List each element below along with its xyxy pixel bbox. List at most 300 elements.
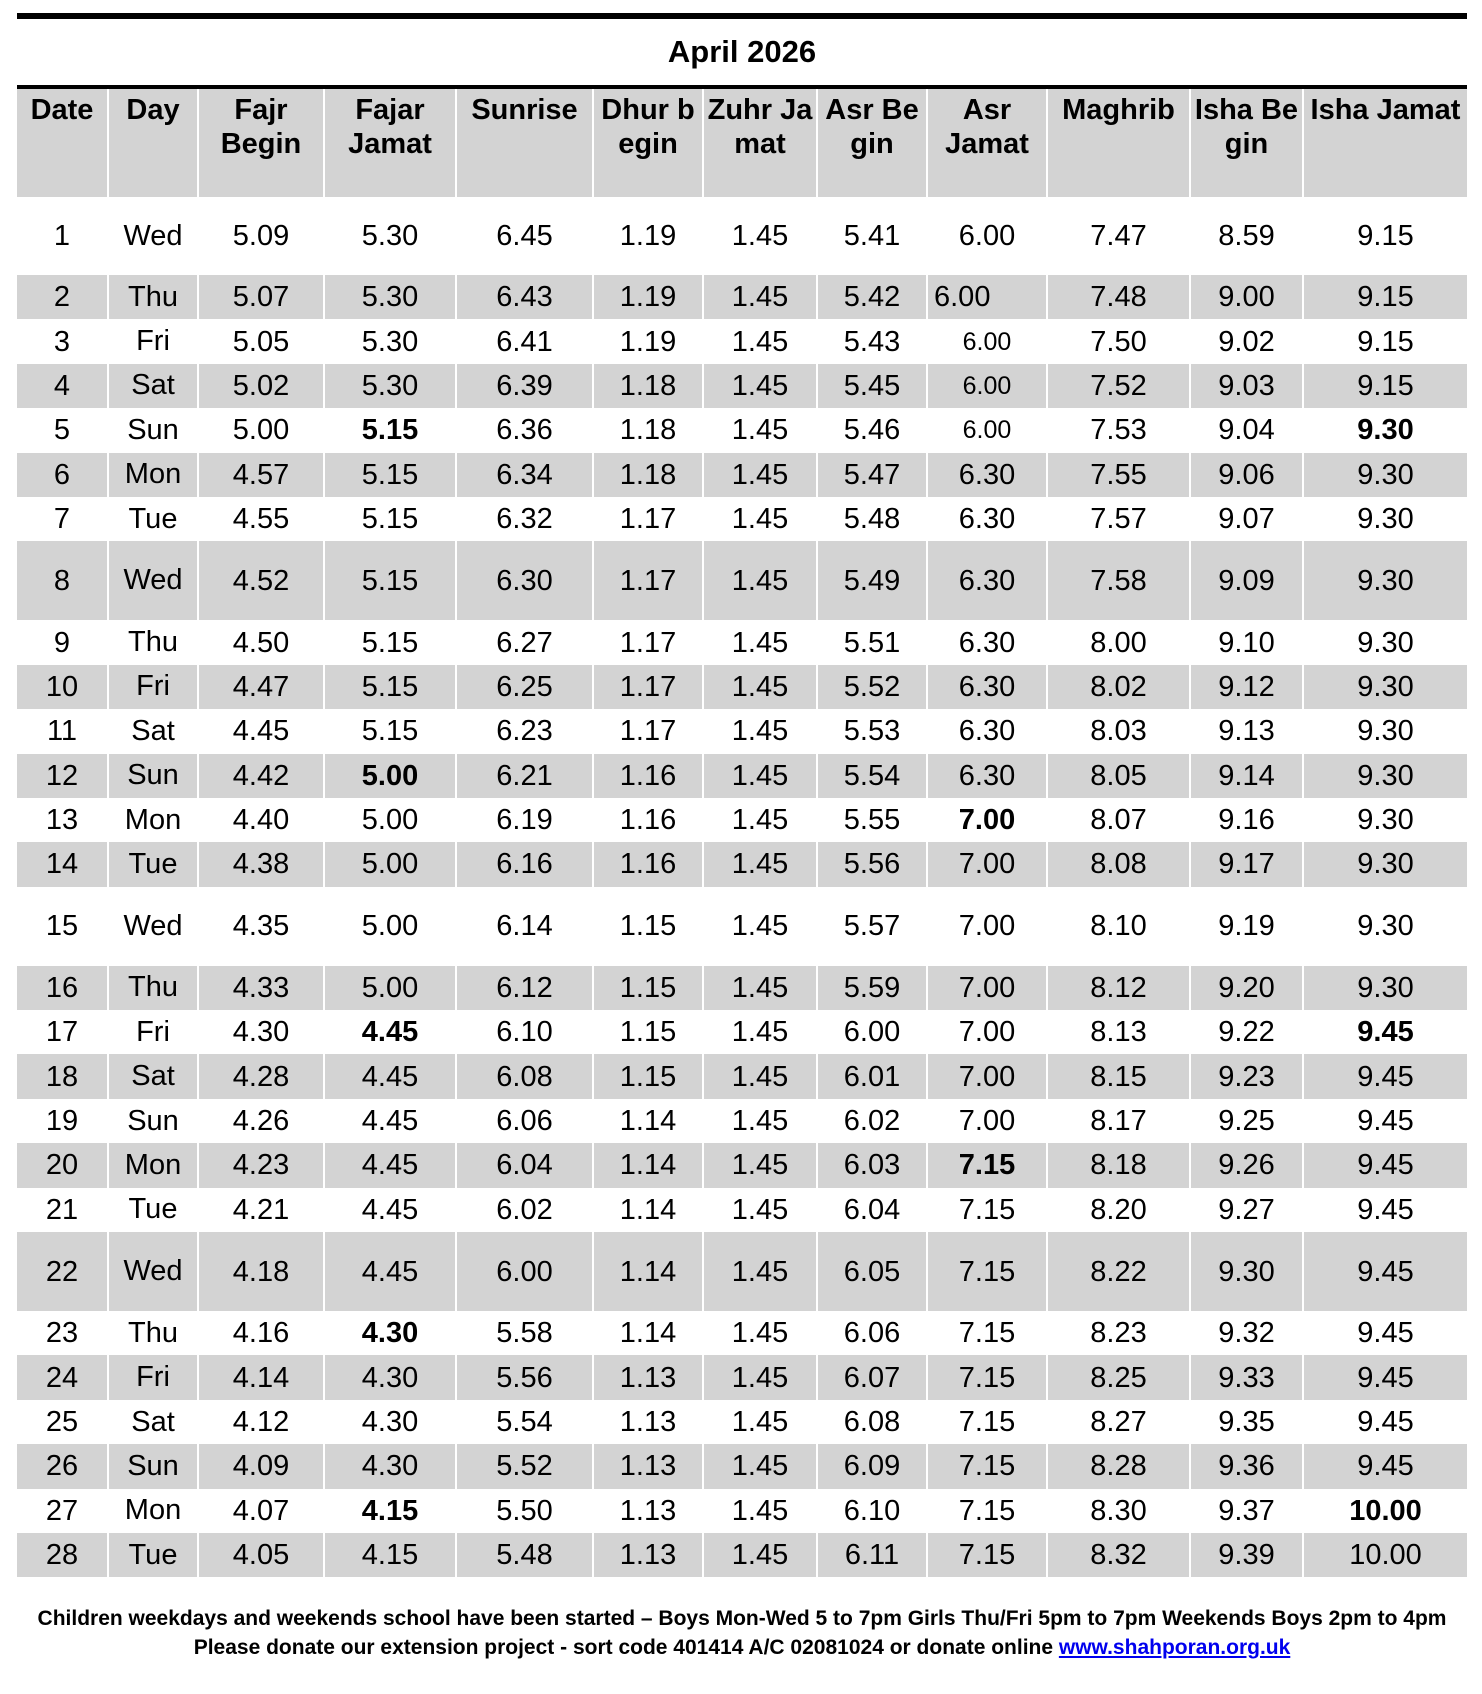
cell-fajar-jamat: 4.30 bbox=[324, 1400, 456, 1444]
cell-maghrib: 7.57 bbox=[1047, 497, 1190, 541]
cell-dhur-begin: 1.13 bbox=[593, 1444, 703, 1488]
cell-fajar-jamat: 4.45 bbox=[324, 1010, 456, 1054]
cell-isha-jamat: 9.30 bbox=[1303, 754, 1467, 798]
cell-fajr-begin: 4.35 bbox=[198, 887, 324, 966]
cell-zuhr-jamat: 1.45 bbox=[703, 1143, 817, 1187]
cell-asr-jamat: 7.00 bbox=[927, 887, 1047, 966]
cell-asr-jamat: 6.30 bbox=[927, 754, 1047, 798]
cell-sunrise: 6.04 bbox=[456, 1143, 593, 1187]
cell-maghrib: 8.08 bbox=[1047, 842, 1190, 886]
table-body bbox=[17, 197, 1467, 1577]
cell-fajar-jamat: 5.30 bbox=[324, 364, 456, 408]
cell-asr-jamat: 6.00 bbox=[927, 319, 1047, 363]
cell-date: 13 bbox=[17, 798, 108, 842]
cell-fajr-begin: 4.55 bbox=[198, 497, 324, 541]
cell-maghrib: 8.13 bbox=[1047, 1010, 1190, 1054]
cell-dhur-begin: 1.15 bbox=[593, 966, 703, 1010]
cell-sunrise: 6.36 bbox=[456, 408, 593, 452]
cell-isha-jamat: 9.45 bbox=[1303, 1143, 1467, 1187]
cell-dhur-begin: 1.17 bbox=[593, 665, 703, 709]
cell-dhur-begin: 1.16 bbox=[593, 754, 703, 798]
cell-fajar-jamat: 5.30 bbox=[324, 275, 456, 319]
cell-fajr-begin: 4.50 bbox=[198, 620, 324, 664]
cell-asr-begin: 5.54 bbox=[817, 754, 927, 798]
cell-isha-begin: 9.19 bbox=[1190, 887, 1303, 966]
cell-date: 14 bbox=[17, 842, 108, 886]
cell-zuhr-jamat: 1.45 bbox=[703, 1444, 817, 1488]
cell-sunrise: 6.43 bbox=[456, 275, 593, 319]
cell-isha-jamat: 9.15 bbox=[1357, 325, 1414, 358]
prayer-times-table bbox=[17, 89, 1467, 1577]
cell-maghrib: 8.25 bbox=[1047, 1355, 1190, 1399]
cell-isha-begin: 9.00 bbox=[1190, 275, 1303, 319]
cell-fajar-jamat: 5.30 bbox=[324, 319, 456, 363]
cell-maghrib: 8.27 bbox=[1047, 1400, 1190, 1444]
cell-zuhr-jamat: 1.45 bbox=[703, 541, 817, 620]
cell-day: Sat bbox=[108, 709, 198, 753]
cell-isha-begin: 9.09 bbox=[1190, 541, 1303, 620]
cell-zuhr-jamat: 1.45 bbox=[703, 1489, 817, 1533]
cell-asr-jamat: 6.00 bbox=[927, 275, 1047, 319]
cell-asr-begin: 6.04 bbox=[817, 1188, 927, 1232]
cell-zuhr-jamat: 1.45 bbox=[703, 453, 817, 497]
cell-sunrise: 6.25 bbox=[456, 665, 593, 709]
cell-maghrib: 8.20 bbox=[1047, 1188, 1190, 1232]
table-row bbox=[17, 275, 1467, 319]
cell-sunrise: 5.56 bbox=[456, 1355, 593, 1399]
cell-fajr-begin: 5.02 bbox=[198, 364, 324, 408]
cell-sunrise: 6.39 bbox=[456, 364, 593, 408]
cell-sunrise: 5.52 bbox=[456, 1444, 593, 1488]
cell-asr-jamat: 6.30 bbox=[927, 665, 1047, 709]
cell-zuhr-jamat: 1.45 bbox=[703, 665, 817, 709]
cell-maghrib: 8.12 bbox=[1047, 966, 1190, 1010]
cell-isha-jamat: 10.00 bbox=[1349, 1494, 1422, 1527]
cell-fajar-jamat: 4.15 bbox=[324, 1489, 456, 1533]
cell-sunrise: 6.34 bbox=[456, 453, 593, 497]
cell-isha-begin: 9.04 bbox=[1190, 408, 1303, 452]
cell-zuhr-jamat: 1.45 bbox=[703, 197, 817, 275]
cell-day: Sun bbox=[108, 1099, 198, 1143]
cell-sunrise: 6.08 bbox=[456, 1054, 593, 1098]
cell-dhur-begin: 1.17 bbox=[593, 497, 703, 541]
cell-date: 7 bbox=[17, 497, 108, 541]
cell-fajr-begin: 4.33 bbox=[198, 966, 324, 1010]
cell-fajar-jamat: 4.15 bbox=[324, 1533, 456, 1577]
cell-fajr-begin: 4.28 bbox=[198, 1054, 324, 1098]
table-row bbox=[17, 1143, 1467, 1187]
cell-maghrib: 7.58 bbox=[1047, 541, 1190, 620]
cell-fajr-begin: 4.09 bbox=[198, 1444, 324, 1488]
table-row bbox=[17, 665, 1467, 709]
cell-dhur-begin: 1.13 bbox=[593, 1489, 703, 1533]
cell-dhur-begin: 1.16 bbox=[593, 798, 703, 842]
cell-date: 9 bbox=[17, 620, 108, 664]
cell-isha-jamat: 9.30 bbox=[1357, 804, 1414, 837]
table-row bbox=[17, 1311, 1467, 1355]
cell-asr-jamat: 7.15 bbox=[927, 1355, 1047, 1399]
cell-zuhr-jamat: 1.45 bbox=[703, 798, 817, 842]
cell-isha-jamat: 9.45 bbox=[1303, 1054, 1467, 1098]
cell-date: 15 bbox=[17, 887, 108, 966]
cell-isha-jamat: 9.30 bbox=[1357, 715, 1414, 748]
cell-fajar-jamat: 4.30 bbox=[324, 1444, 456, 1488]
cell-maghrib: 8.07 bbox=[1047, 798, 1190, 842]
cell-asr-begin: 5.53 bbox=[817, 709, 927, 753]
cell-isha-begin: 9.26 bbox=[1190, 1143, 1303, 1187]
cell-fajar-jamat: 4.45 bbox=[324, 1099, 456, 1143]
cell-isha-jamat: 9.30 bbox=[1303, 453, 1467, 497]
cell-asr-begin: 5.57 bbox=[817, 887, 927, 966]
cell-fajr-begin: 4.38 bbox=[198, 842, 324, 886]
table-header-row bbox=[17, 89, 1467, 197]
header-zuhr-jamat: Zuhr Jamat bbox=[703, 89, 817, 197]
header-date: Date bbox=[17, 89, 108, 197]
cell-zuhr-jamat: 1.45 bbox=[703, 275, 817, 319]
cell-zuhr-jamat: 1.45 bbox=[703, 1355, 817, 1399]
table-row bbox=[17, 887, 1467, 966]
cell-isha-jamat: 9.15 bbox=[1303, 275, 1467, 319]
cell-fajar-jamat: 4.30 bbox=[324, 1355, 456, 1399]
cell-fajr-begin: 4.45 bbox=[198, 709, 324, 753]
cell-date: 8 bbox=[17, 541, 108, 620]
cell-asr-begin: 6.07 bbox=[817, 1355, 927, 1399]
cell-asr-jamat: 6.30 bbox=[927, 620, 1047, 664]
cell-fajr-begin: 4.47 bbox=[198, 665, 324, 709]
cell-asr-begin: 5.52 bbox=[817, 665, 927, 709]
table-row bbox=[17, 1099, 1467, 1143]
cell-isha-jamat: 10.00 bbox=[1303, 1533, 1467, 1577]
cell-asr-begin: 6.01 bbox=[817, 1054, 927, 1098]
cell-dhur-begin: 1.15 bbox=[593, 887, 703, 966]
cell-asr-jamat: 7.00 bbox=[927, 842, 1047, 886]
cell-day: Wed bbox=[108, 541, 198, 620]
cell-asr-begin: 6.05 bbox=[817, 1232, 927, 1311]
cell-isha-begin: 9.02 bbox=[1190, 319, 1303, 363]
header-asr-jamat: Asr Jamat bbox=[927, 89, 1047, 197]
cell-asr-jamat: 7.15 bbox=[927, 1188, 1047, 1232]
cell-fajar-jamat: 5.15 bbox=[324, 665, 456, 709]
cell-fajr-begin: 5.00 bbox=[198, 408, 324, 452]
cell-sunrise: 6.00 bbox=[456, 1232, 593, 1311]
cell-zuhr-jamat: 1.45 bbox=[703, 754, 817, 798]
cell-isha-jamat: 9.30 bbox=[1303, 842, 1467, 886]
cell-isha-begin: 9.16 bbox=[1190, 798, 1303, 842]
cell-date: 3 bbox=[17, 319, 108, 363]
cell-fajar-jamat: 5.00 bbox=[324, 754, 456, 798]
cell-isha-jamat: 9.30 bbox=[1357, 414, 1414, 447]
cell-sunrise: 5.54 bbox=[456, 1400, 593, 1444]
cell-dhur-begin: 1.15 bbox=[593, 1010, 703, 1054]
cell-fajar-jamat: 5.00 bbox=[324, 966, 456, 1010]
cell-isha-begin: 9.03 bbox=[1190, 364, 1303, 408]
cell-day: Sun bbox=[108, 1444, 198, 1488]
cell-isha-jamat: 9.15 bbox=[1357, 220, 1414, 252]
table-row bbox=[17, 798, 1467, 842]
cell-fajr-begin: 4.42 bbox=[198, 754, 324, 798]
cell-isha-jamat: 9.45 bbox=[1303, 1232, 1467, 1311]
cell-zuhr-jamat: 1.45 bbox=[703, 842, 817, 886]
cell-dhur-begin: 1.13 bbox=[593, 1400, 703, 1444]
cell-date: 11 bbox=[17, 709, 108, 753]
cell-dhur-begin: 1.17 bbox=[593, 620, 703, 664]
cell-asr-begin: 6.08 bbox=[817, 1400, 927, 1444]
cell-dhur-begin: 1.17 bbox=[593, 541, 703, 620]
cell-sunrise: 5.50 bbox=[456, 1489, 593, 1533]
cell-sunrise: 6.19 bbox=[456, 798, 593, 842]
cell-sunrise: 6.30 bbox=[456, 541, 593, 620]
cell-asr-jamat: 7.15 bbox=[927, 1311, 1047, 1355]
cell-asr-begin: 6.03 bbox=[817, 1143, 927, 1187]
cell-sunrise: 6.27 bbox=[456, 620, 593, 664]
cell-zuhr-jamat: 1.45 bbox=[703, 408, 817, 452]
cell-fajar-jamat: 4.45 bbox=[324, 1054, 456, 1098]
table-row bbox=[17, 1444, 1467, 1488]
cell-zuhr-jamat: 1.45 bbox=[703, 1099, 817, 1143]
cell-zuhr-jamat: 1.45 bbox=[703, 887, 817, 966]
cell-maghrib: 7.53 bbox=[1047, 408, 1190, 452]
table-row bbox=[17, 966, 1467, 1010]
cell-day: Mon bbox=[108, 453, 198, 497]
cell-zuhr-jamat: 1.45 bbox=[703, 319, 817, 363]
cell-isha-begin: 9.27 bbox=[1190, 1188, 1303, 1232]
table-row bbox=[17, 1400, 1467, 1444]
cell-day: Fri bbox=[108, 319, 198, 363]
cell-date: 17 bbox=[17, 1010, 108, 1054]
cell-date: 10 bbox=[17, 665, 108, 709]
cell-isha-begin: 9.23 bbox=[1190, 1054, 1303, 1098]
donation-notice bbox=[17, 1633, 1467, 1662]
cell-fajar-jamat: 5.15 bbox=[324, 541, 456, 620]
header-fajar-jamat: Fajar Jamat bbox=[324, 89, 456, 197]
cell-isha-begin: 9.17 bbox=[1190, 842, 1303, 886]
cell-sunrise: 6.10 bbox=[456, 1010, 593, 1054]
table-row bbox=[17, 1054, 1467, 1098]
cell-date: 26 bbox=[17, 1444, 108, 1488]
cell-asr-begin: 5.47 bbox=[817, 453, 927, 497]
cell-zuhr-jamat: 1.45 bbox=[703, 1188, 817, 1232]
cell-maghrib: 7.55 bbox=[1047, 453, 1190, 497]
website-link[interactable]: www.shahporan.org.uk bbox=[1058, 1636, 1291, 1659]
cell-asr-jamat: 6.00 bbox=[927, 364, 1047, 408]
cell-day: Sat bbox=[108, 364, 198, 408]
cell-maghrib: 8.02 bbox=[1047, 665, 1190, 709]
table-row bbox=[17, 842, 1467, 886]
header-dhur-begin: Dhur begin bbox=[593, 89, 703, 197]
cell-date: 12 bbox=[17, 754, 108, 798]
cell-asr-jamat: 7.15 bbox=[927, 1400, 1047, 1444]
cell-maghrib: 8.18 bbox=[1047, 1143, 1190, 1187]
cell-sunrise: 6.06 bbox=[456, 1099, 593, 1143]
cell-fajr-begin: 5.07 bbox=[198, 275, 324, 319]
cell-fajr-begin: 4.23 bbox=[198, 1143, 324, 1187]
cell-day: Thu bbox=[108, 275, 198, 319]
cell-zuhr-jamat: 1.45 bbox=[703, 620, 817, 664]
table-row bbox=[17, 1533, 1467, 1577]
cell-day: Tue bbox=[108, 497, 198, 541]
cell-asr-jamat: 7.15 bbox=[927, 1232, 1047, 1311]
header-isha-begin: Isha Begin bbox=[1190, 89, 1303, 197]
cell-asr-begin: 5.59 bbox=[817, 966, 927, 1010]
cell-maghrib: 7.52 bbox=[1047, 364, 1190, 408]
cell-asr-begin: 6.09 bbox=[817, 1444, 927, 1488]
cell-asr-jamat: 7.00 bbox=[927, 1054, 1047, 1098]
cell-day: Wed bbox=[108, 1232, 198, 1311]
cell-maghrib: 8.10 bbox=[1047, 887, 1190, 966]
cell-isha-begin: 9.39 bbox=[1190, 1533, 1303, 1577]
cell-maghrib: 8.05 bbox=[1047, 754, 1190, 798]
cell-date: 25 bbox=[17, 1400, 108, 1444]
cell-asr-begin: 5.46 bbox=[817, 408, 927, 452]
cell-sunrise: 6.16 bbox=[456, 842, 593, 886]
cell-date: 27 bbox=[17, 1489, 108, 1533]
cell-day: Mon bbox=[108, 1489, 198, 1533]
table-row bbox=[17, 1489, 1467, 1533]
cell-dhur-begin: 1.13 bbox=[593, 1355, 703, 1399]
cell-date: 20 bbox=[17, 1143, 108, 1187]
cell-date: 16 bbox=[17, 966, 108, 1010]
cell-isha-jamat: 9.30 bbox=[1303, 966, 1467, 1010]
cell-asr-begin: 6.11 bbox=[817, 1533, 927, 1577]
cell-isha-jamat: 9.45 bbox=[1357, 1193, 1414, 1226]
cell-date: 6 bbox=[17, 453, 108, 497]
cell-fajar-jamat: 5.15 bbox=[324, 497, 456, 541]
cell-day: Sat bbox=[108, 1400, 198, 1444]
cell-date: 28 bbox=[17, 1533, 108, 1577]
cell-dhur-begin: 1.14 bbox=[593, 1232, 703, 1311]
cell-maghrib: 8.22 bbox=[1047, 1232, 1190, 1311]
cell-asr-jamat: 7.15 bbox=[927, 1489, 1047, 1533]
table-row bbox=[17, 1232, 1467, 1311]
cell-date: 21 bbox=[17, 1188, 108, 1232]
cell-fajr-begin: 4.57 bbox=[198, 453, 324, 497]
cell-isha-begin: 9.30 bbox=[1190, 1232, 1303, 1311]
cell-isha-begin: 9.12 bbox=[1190, 665, 1303, 709]
cell-asr-begin: 6.02 bbox=[817, 1099, 927, 1143]
cell-isha-begin: 9.07 bbox=[1190, 497, 1303, 541]
cell-fajar-jamat: 4.45 bbox=[324, 1188, 456, 1232]
cell-fajar-jamat: 5.15 bbox=[324, 620, 456, 664]
cell-maghrib: 7.47 bbox=[1047, 197, 1190, 275]
cell-day: Tue bbox=[108, 1533, 198, 1577]
cell-day: Sun bbox=[108, 408, 198, 452]
cell-fajar-jamat: 4.45 bbox=[324, 1143, 456, 1187]
cell-asr-begin: 5.45 bbox=[817, 364, 927, 408]
cell-fajr-begin: 4.40 bbox=[198, 798, 324, 842]
cell-day: Fri bbox=[108, 665, 198, 709]
cell-dhur-begin: 1.18 bbox=[593, 453, 703, 497]
cell-asr-jamat: 7.15 bbox=[927, 1533, 1047, 1577]
table-row bbox=[17, 453, 1467, 497]
header-day: Day bbox=[108, 89, 198, 197]
cell-asr-begin: 5.42 bbox=[817, 275, 927, 319]
cell-asr-begin: 6.06 bbox=[817, 1311, 927, 1355]
cell-maghrib: 8.23 bbox=[1047, 1311, 1190, 1355]
cell-asr-jamat: 7.15 bbox=[927, 1143, 1047, 1187]
cell-dhur-begin: 1.14 bbox=[593, 1143, 703, 1187]
cell-asr-begin: 5.48 bbox=[817, 497, 927, 541]
table-row bbox=[17, 408, 1467, 452]
cell-dhur-begin: 1.18 bbox=[593, 408, 703, 452]
cell-fajr-begin: 4.18 bbox=[198, 1232, 324, 1311]
table-row bbox=[17, 541, 1467, 620]
cell-date: 18 bbox=[17, 1054, 108, 1098]
cell-asr-jamat: 6.30 bbox=[927, 497, 1047, 541]
cell-day: Tue bbox=[108, 842, 198, 886]
cell-maghrib: 7.50 bbox=[1047, 319, 1190, 363]
cell-date: 24 bbox=[17, 1355, 108, 1399]
cell-isha-jamat: 9.45 bbox=[1357, 1016, 1414, 1049]
cell-fajr-begin: 4.52 bbox=[198, 541, 324, 620]
timetable-title: April 2026 bbox=[667, 34, 817, 69]
cell-fajr-begin: 4.21 bbox=[198, 1188, 324, 1232]
cell-asr-jamat: 6.00 bbox=[927, 408, 1047, 452]
cell-isha-begin: 9.33 bbox=[1190, 1355, 1303, 1399]
cell-fajar-jamat: 4.30 bbox=[324, 1311, 456, 1355]
cell-isha-begin: 9.32 bbox=[1190, 1311, 1303, 1355]
cell-day: Wed bbox=[108, 197, 198, 275]
cell-date: 19 bbox=[17, 1099, 108, 1143]
cell-asr-jamat: 6.30 bbox=[927, 453, 1047, 497]
timetable-sheet bbox=[17, 13, 1467, 1577]
cell-maghrib: 8.28 bbox=[1047, 1444, 1190, 1488]
cell-day: Tue bbox=[108, 1188, 198, 1232]
table-row bbox=[17, 1355, 1467, 1399]
table-row bbox=[17, 754, 1467, 798]
table-row bbox=[17, 197, 1467, 275]
cell-isha-begin: 9.06 bbox=[1190, 453, 1303, 497]
cell-isha-begin: 9.35 bbox=[1190, 1400, 1303, 1444]
cell-day: Wed bbox=[108, 887, 198, 966]
header-isha-jamat: Isha Jamat bbox=[1303, 89, 1467, 197]
cell-dhur-begin: 1.19 bbox=[593, 197, 703, 275]
cell-zuhr-jamat: 1.45 bbox=[703, 497, 817, 541]
table-row bbox=[17, 709, 1467, 753]
cell-maghrib: 8.15 bbox=[1047, 1054, 1190, 1098]
cell-zuhr-jamat: 1.45 bbox=[703, 1400, 817, 1444]
cell-asr-jamat: 7.00 bbox=[927, 798, 1047, 842]
cell-asr-begin: 5.55 bbox=[817, 798, 927, 842]
cell-maghrib: 7.48 bbox=[1047, 275, 1190, 319]
cell-date: 22 bbox=[17, 1232, 108, 1311]
cell-dhur-begin: 1.14 bbox=[593, 1311, 703, 1355]
table-row bbox=[17, 364, 1467, 408]
cell-date: 23 bbox=[17, 1311, 108, 1355]
cell-date: 4 bbox=[17, 364, 108, 408]
cell-zuhr-jamat: 1.45 bbox=[703, 1311, 817, 1355]
cell-date: 1 bbox=[17, 197, 108, 275]
cell-dhur-begin: 1.14 bbox=[593, 1099, 703, 1143]
cell-isha-jamat: 9.15 bbox=[1303, 364, 1467, 408]
cell-dhur-begin: 1.17 bbox=[593, 709, 703, 753]
cell-dhur-begin: 1.19 bbox=[593, 319, 703, 363]
cell-isha-begin: 9.13 bbox=[1190, 709, 1303, 753]
cell-zuhr-jamat: 1.45 bbox=[703, 1054, 817, 1098]
header-sunrise: Sunrise bbox=[456, 89, 593, 197]
cell-isha-jamat: 9.45 bbox=[1303, 1444, 1467, 1488]
cell-maghrib: 8.03 bbox=[1047, 709, 1190, 753]
cell-day: Fri bbox=[108, 1010, 198, 1054]
cell-isha-begin: 8.59 bbox=[1190, 197, 1303, 275]
cell-fajr-begin: 4.26 bbox=[198, 1099, 324, 1143]
cell-asr-begin: 5.41 bbox=[817, 197, 927, 275]
cell-fajr-begin: 4.16 bbox=[198, 1311, 324, 1355]
cell-fajr-begin: 4.07 bbox=[198, 1489, 324, 1533]
school-notice: Children weekdays and weekends school have been started – Boys Mon-Wed 5 to 7pm Girls Thu/Fri 5pm to 7pm Weekends Boys 2pm to 4pm bbox=[37, 1607, 1447, 1630]
table-row bbox=[17, 1010, 1467, 1054]
cell-dhur-begin: 1.16 bbox=[593, 842, 703, 886]
cell-fajar-jamat: 5.15 bbox=[324, 408, 456, 452]
